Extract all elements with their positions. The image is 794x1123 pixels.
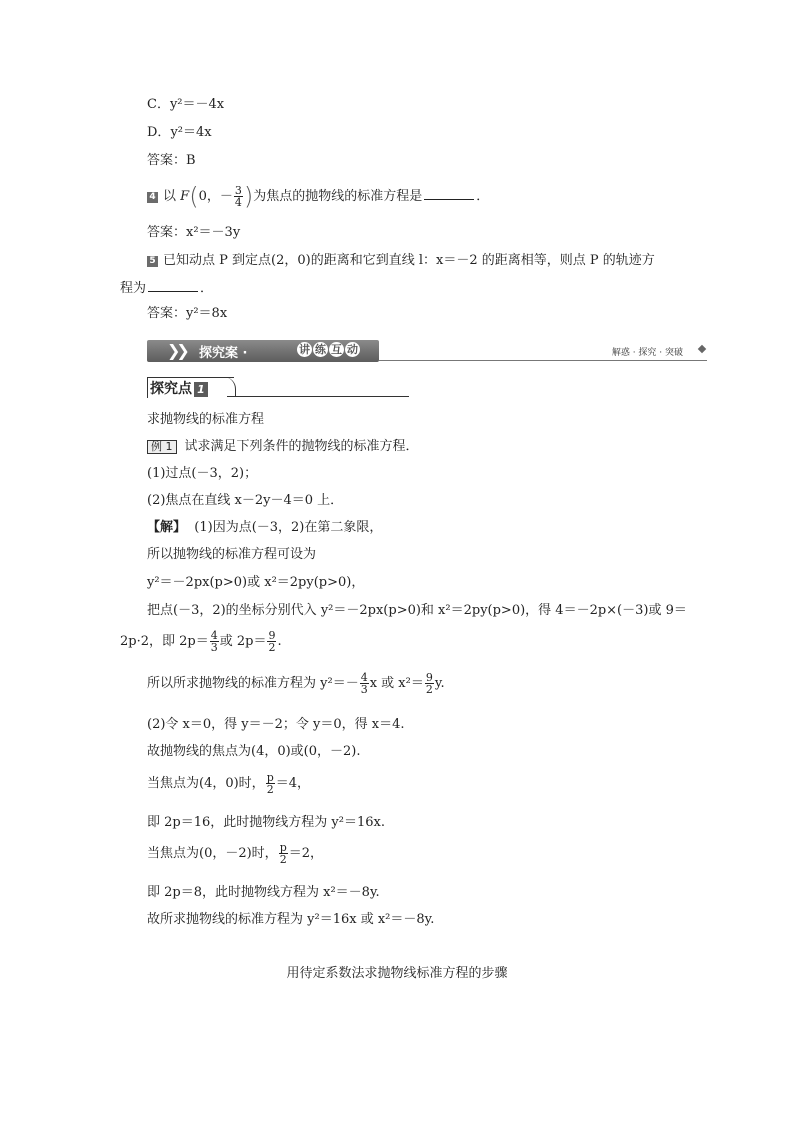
answer-4: 答案：x²＝－3y <box>147 225 241 240</box>
answer-1: 答案：B <box>147 153 196 168</box>
fraction: $\frac{9}{2}$ <box>425 671 433 696</box>
solution-line-6: 所以所求抛物线的标准方程为 y²＝－ $\frac{4}{3}$ x 或 x²＝ $\frac{9}{2}$ y. <box>147 671 445 696</box>
answer-blank <box>148 279 198 292</box>
section-banner <box>147 340 707 362</box>
solution-line-9: 当焦点为(4，0)时， $\frac{p}{2}$ ＝4， <box>147 771 311 796</box>
answer-blank <box>424 187 474 200</box>
solution-line-13: 故所求抛物线的标准方程为 y²＝16x 或 x²＝－8y. <box>147 912 435 927</box>
option-d: D．y²＝4x <box>147 125 212 140</box>
question-5-line-1: 5 已知动点 P 到定点(2，0)的距离和它到直线 l：x＝－2 的距离相等，则点 P 的轨迹方 <box>147 252 655 270</box>
section-header: 探究点 1 <box>147 377 409 397</box>
solution-line-3: y²＝－2px(p>0)或 x²＝2py(p>0)， <box>147 575 365 590</box>
fraction: $\frac{p}{2}$ <box>279 841 287 866</box>
condition-2: (2)焦点在直线 x－2y－4＝0 上． <box>147 493 344 508</box>
banner-subtitle: 讲 练 互 动 <box>299 343 358 356</box>
option-c: C．y²＝－4x <box>147 97 225 112</box>
example-tag: 例 1 <box>147 440 177 454</box>
solution-line-2: 所以抛物线的标准方程可设为 <box>147 547 317 562</box>
fraction: $\frac{4}{3}$ <box>360 671 368 696</box>
fraction: $\frac{9}{2}$ <box>268 629 276 654</box>
solution-line-5: 2p·2，即 2p＝ $\frac{4}{3}$ 或 2p＝ $\frac{9}{2}$ . <box>120 629 282 654</box>
question-number-badge: 5 <box>147 256 158 267</box>
topic-title: 求抛物线的标准方程 <box>147 412 265 427</box>
example-1: 例 1 试求满足下列条件的抛物线的标准方程． <box>147 438 419 456</box>
solution-line-8: 故抛物线的焦点为(4，0)或(0，－2). <box>147 744 361 759</box>
banner-title: 探究案 · <box>199 346 248 361</box>
fraction: $\frac{4}{3}$ <box>210 629 218 654</box>
solution-line-4: 把点(－3，2)的坐标分别代入 y²＝－2px(p>0)和 x²＝2py(p>0)，得 4＝－2p×(－3)或 9＝ <box>147 603 687 618</box>
question-5-line-2: 程为 ． <box>120 281 214 296</box>
solution-line-1: 【解】 (1)因为点(－3，2)在第二象限， <box>147 520 383 535</box>
chevron-right-icon: ❯❯ <box>167 341 186 360</box>
banner-tagline: 解惑 · 探究 · 突破 <box>611 348 683 358</box>
solution-line-10: 即 2p＝16，此时抛物线方程为 y²＝16x. <box>147 815 385 830</box>
answer-5: 答案：y²＝8x <box>147 306 228 321</box>
diamond-icon <box>698 345 706 353</box>
solution-line-12: 即 2p＝8，此时抛物线方程为 x²＝－8y. <box>147 885 380 900</box>
solution-line-7: (2)令 x＝0，得 y＝－2；令 y＝0，得 x＝4. <box>147 717 405 732</box>
solution-line-11: 当焦点为(0，－2)时， $\frac{p}{2}$ ＝2， <box>147 841 324 866</box>
fraction: $\frac{p}{2}$ <box>266 771 274 796</box>
steps-heading: 用待定系数法求抛物线标准方程的步骤 <box>286 966 508 981</box>
fraction: $\frac{3}{4}$ <box>234 184 242 209</box>
question-4: 4 以 F(0，－ $\frac{3}{4}$ )为焦点的抛物线的标准方程是 ． <box>147 184 489 210</box>
question-number-badge: 4 <box>147 192 158 203</box>
condition-1: (1)过点(－3，2)； <box>147 466 258 481</box>
